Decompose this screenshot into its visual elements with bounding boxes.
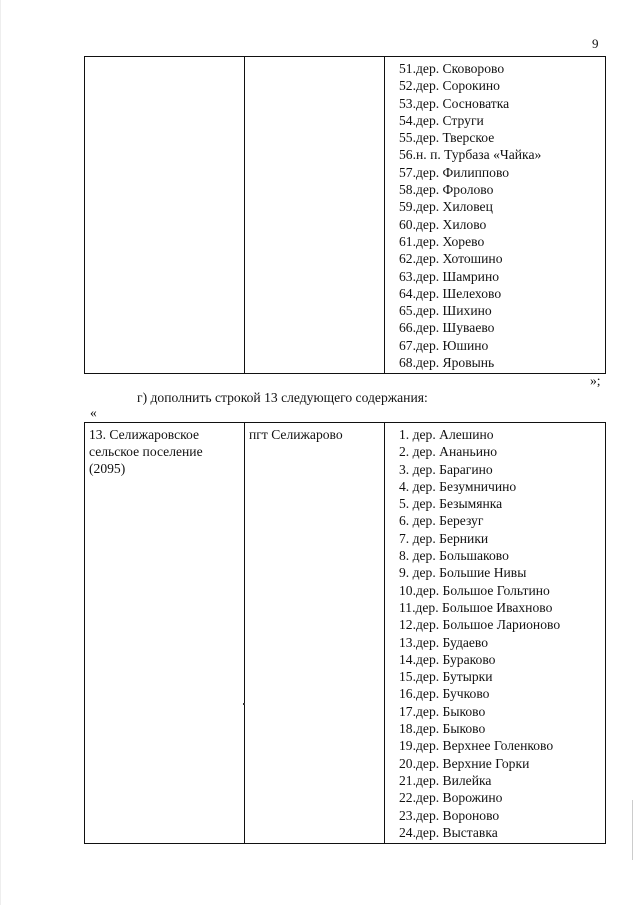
closing-quote: »; [590, 373, 601, 388]
settlement-list [385, 423, 605, 843]
instruction-text: г) дополнить строкой 13 следующего содержания: [137, 390, 428, 405]
scan-speck [243, 703, 245, 705]
settlement-item: 9. дер. Большие Нивы [399, 565, 527, 581]
opening-quote: « [90, 405, 97, 420]
settlement-item: 66.дер. Шуваево [399, 320, 495, 336]
page-number: 9 [592, 36, 599, 51]
settlement-item: 8. дер. Большаково [399, 548, 509, 564]
settlement-item: 20.дер. Верхние Горки [399, 755, 530, 771]
table-row [85, 57, 606, 374]
settlement-item: 52.дер. Сорокино [399, 78, 500, 94]
settlement-item: 63.дер. Шамрино [399, 268, 500, 284]
admin-center: пгт Селижарово [249, 427, 343, 442]
settlement-item: 15.дер. Бутырки [399, 669, 493, 685]
settlements-table-continued [84, 56, 606, 374]
settlement-item: 3. дер. Барагино [399, 461, 493, 477]
settlement-item: 2. дер. Ананьино [399, 444, 498, 460]
municipality-code: (2095) [89, 461, 126, 476]
settlement-item: 21.дер. Вилейка [399, 772, 492, 788]
settlement-item: 22.дер. Ворожино [399, 790, 503, 806]
settlement-item: 65.дер. Шихино [399, 303, 492, 319]
settlement-item: 7. дер. Берники [399, 530, 489, 546]
settlement-item: 13.дер. Будаево [399, 634, 489, 650]
settlement-item: 62.дер. Хотошино [399, 251, 503, 267]
settlement-item: 1. дер. Алешино [399, 427, 494, 442]
scan-edge-mark [632, 800, 633, 860]
settlement-item: 59.дер. Хиловец [399, 199, 493, 215]
settlement-item: 17.дер. Быково [399, 703, 486, 719]
settlement-item: 61.дер. Хорево [399, 233, 485, 249]
settlement-item: 56.н. п. Турбаза «Чайка» [399, 147, 542, 163]
settlement-item: 68.дер. Яровынь [399, 355, 495, 371]
settlement-item: 64.дер. Шелехово [399, 285, 502, 301]
settlement-item: 14.дер. Бураково [399, 651, 496, 667]
table-row [85, 423, 606, 844]
settlement-item: 58.дер. Фролово [399, 182, 494, 198]
settlement-item: 24.дер. Выставка [399, 824, 498, 840]
settlements-table-new-row [84, 422, 606, 844]
scan-edge [0, 0, 1, 905]
municipality-cell [85, 57, 245, 374]
settlement-item: 55.дер. Тверское [399, 130, 495, 146]
settlement-item: 4. дер. Безумничино [399, 478, 517, 494]
settlement-item: 11.дер. Большое Ивахново [399, 599, 553, 615]
settlements-cell [385, 57, 606, 374]
settlement-item: 18.дер. Быково [399, 721, 486, 737]
settlement-item: 57.дер. Филиппово [399, 164, 510, 180]
settlement-item: 5. дер. Безымянка [399, 496, 503, 512]
settlement-item: 67.дер. Юшино [399, 337, 489, 353]
settlement-item: 51.дер. Сковорово [399, 61, 505, 76]
settlements-cell [385, 423, 606, 844]
settlement-item: 54.дер. Струги [399, 112, 484, 128]
settlement-item: 6. дер. Березуг [399, 513, 484, 529]
settlement-item: 60.дер. Хилово [399, 216, 487, 232]
center-cell [245, 423, 385, 844]
center-cell [245, 57, 385, 374]
settlement-item: 23.дер. Вороново [399, 807, 500, 823]
settlement-list [385, 57, 605, 373]
municipality-name-line: сельское поселение [89, 444, 203, 459]
settlement-item: 53.дер. Сосноватка [399, 95, 510, 111]
settlement-item: 16.дер. Бучково [399, 686, 490, 702]
municipality-name-line: 13. Селижаровское [89, 427, 200, 442]
settlement-item: 10.дер. Большое Гольтино [399, 582, 550, 598]
municipality-cell [85, 423, 245, 844]
settlement-item: 12.дер. Большое Ларионово [399, 617, 561, 633]
settlement-item: 19.дер. Верхнее Голенково [399, 738, 554, 754]
